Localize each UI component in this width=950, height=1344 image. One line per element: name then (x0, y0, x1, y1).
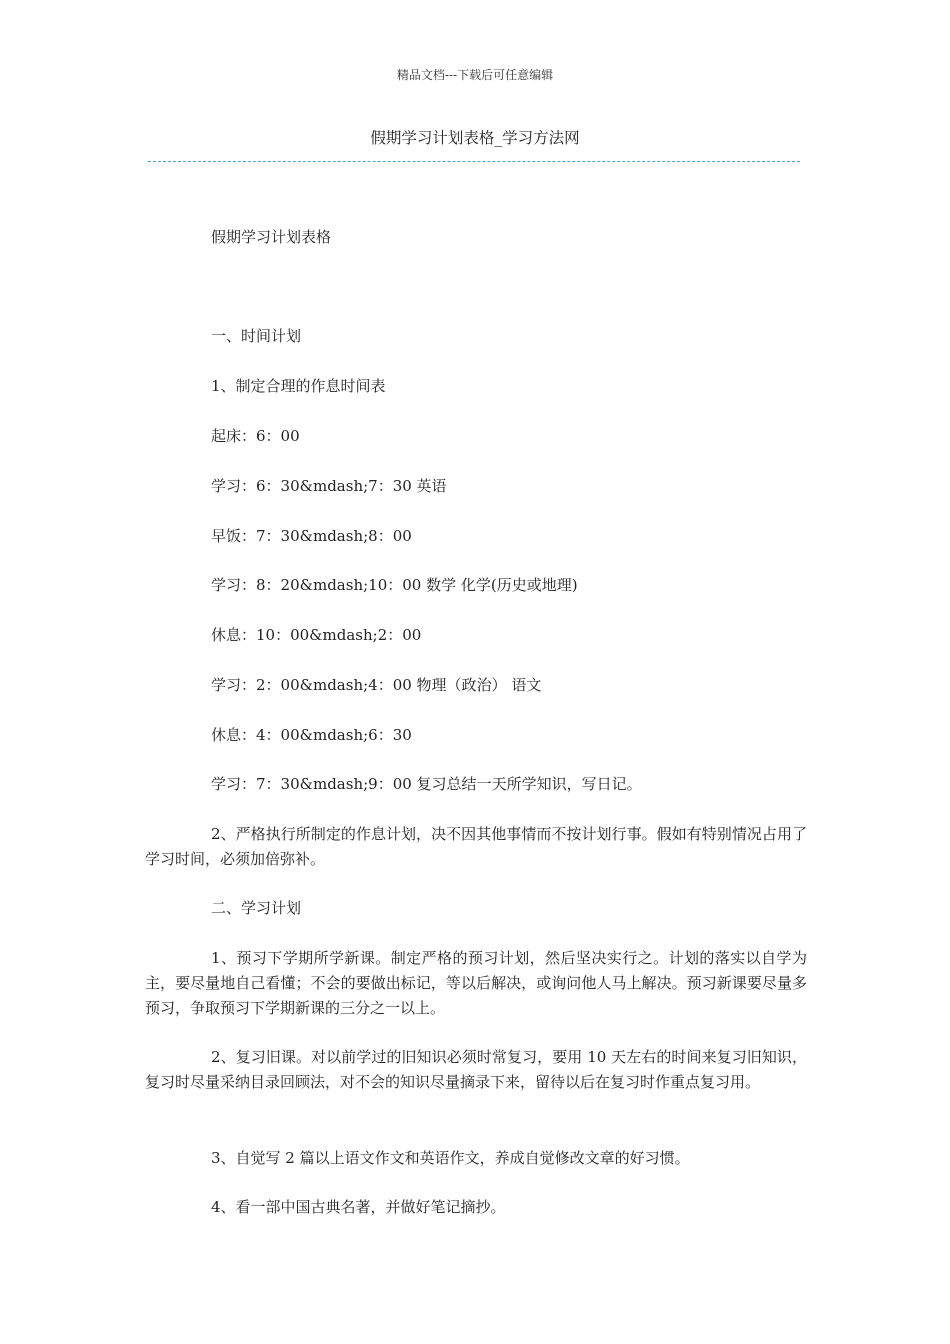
paragraph-study-item: 1、预习下学期所学新课。制定严格的预习计划，然后坚决实行之。计划的落实以自学为主，要尽量地自己看懂；不会的要做出标记，等以后解决，或询问他人马上解决。预习新课要尽量多预习，争取预习下学期新课的三分之一以上。 (145, 949, 807, 1017)
paragraph-study-item: 2、复习旧课。对以前学过的旧知识必须时常复习，要用 10 天左右的时间来复习旧知识，复习时尽量采纳目录回顾法，对不会的知识尽量摘录下来，留待以后在复习时作重点复习用。 (145, 1048, 807, 1091)
paragraph-execute-plan: 2、严格执行所制定的作息计划，决不因其他事情而不按计划行事。假如有特别情况占用了学习时间，必须加倍弥补。 (145, 825, 807, 868)
section-title-time-plan: 一、时间计划 (211, 327, 302, 345)
schedule-line: 学习：2：00&mdash;4：00 物理（政治） 语文 (211, 676, 542, 694)
schedule-line: 起床：6：00 (211, 427, 300, 445)
title-divider (148, 161, 800, 162)
paragraph-study-item: 4、看一部中国古典名著，并做好笔记摘抄。 (211, 1198, 506, 1216)
schedule-line: 休息：4：00&mdash;6：30 (211, 726, 412, 744)
content-heading: 假期学习计划表格 (211, 228, 332, 246)
schedule-line: 早饭：7：30&mdash;8：00 (211, 527, 412, 545)
schedule-line: 休息：10：00&mdash;2：00 (211, 626, 422, 644)
schedule-line: 学习：8：20&mdash;10：00 数学 化学(历史或地理) (211, 576, 578, 594)
item-schedule-title: 1、制定合理的作息时间表 (211, 377, 386, 395)
schedule-line: 学习：6：30&mdash;7：30 英语 (211, 477, 447, 495)
paragraph-study-item: 3、自觉写 2 篇以上语文作文和英语作文，养成自觉修改文章的好习惯。 (211, 1149, 690, 1167)
document-title: 假期学习计划表格_学习方法网 (370, 129, 580, 147)
header-note: 精品文档---下载后可任意编辑 (396, 68, 554, 82)
schedule-line: 学习：7：30&mdash;9：00 复习总结一天所学知识，写日记。 (211, 775, 642, 793)
section-title-study-plan: 二、学习计划 (211, 899, 302, 917)
